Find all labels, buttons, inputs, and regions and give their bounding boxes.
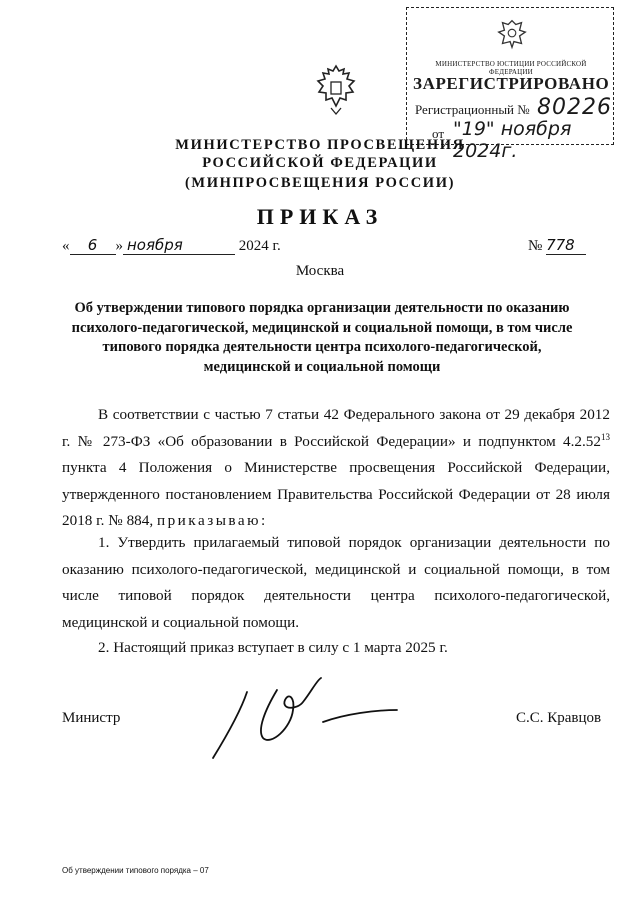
handwritten-signature (205, 670, 405, 770)
order-number (528, 236, 586, 255)
paragraph-item-2: 2. Настоящий приказ вступает в силу с 1 марта 2025 г. (98, 639, 448, 656)
date-quote-open: « (62, 238, 70, 254)
ministry-name-line1: МИНИСТЕРСТВО ПРОСВЕЩЕНИЯ (175, 137, 465, 153)
preamble-superscript: 13 (601, 431, 610, 442)
paragraph-preamble (62, 402, 610, 535)
coat-of-arms-icon (313, 62, 359, 116)
stamp-date-prefix: от (432, 126, 445, 141)
document-type: ПРИКАЗ (256, 204, 384, 229)
preamble-order-word: приказываю: (156, 512, 268, 529)
stamp-ministry: МИНИСТЕРСТВО ЮСТИЦИИ РОССИЙСКОЙ ФЕДЕРАЦИИ (435, 60, 587, 76)
preamble-text-2: пункта 4 Положения о Министерстве просвещения Российской Федерации, утвержденного постановлением Правительства Российской Федерации от 28 июля 2018 г. № 884, (62, 459, 610, 529)
order-month: ноября (123, 236, 235, 255)
stamp-registered: ЗАРЕГИСТРИРОВАНО (413, 74, 610, 93)
date-quote-close: » (115, 238, 123, 254)
order-year: 2024 г. (238, 238, 281, 254)
signer-role: Министр (62, 710, 121, 726)
order-number-label: № (528, 238, 543, 254)
paragraph-item-1: 1. Утвердить прилагаемый типовой порядок организации деятельности по оказанию психолого-педагогической, медицинской и социальной помощи, в том числе типовой порядок деятельности центра психолого-педагогической, медицинской и социальной помощи. (62, 534, 610, 631)
order-number-value: 778 (546, 236, 586, 255)
stamp-date-value: "19" ноября 2024г. (453, 118, 572, 162)
stamp-emblem-icon (493, 14, 531, 54)
stamp-regno-label: Регистрационный № (415, 102, 530, 117)
order-heading: Об утверждении типового порядка организации деятельности по оказанию психолого-педагогической, медицинской и социальной помощи, в том числе типового порядка деятельности центра психолого-педагогической, медицинской и социальной помощи (71, 300, 573, 375)
registration-stamp (406, 7, 614, 162)
footer-note: Об утверждении типового порядка – 07 (62, 866, 209, 875)
city: Москва (295, 263, 345, 279)
order-date (62, 236, 281, 255)
ministry-name-line2: РОССИЙСКОЙ ФЕДЕРАЦИИ (202, 155, 438, 171)
preamble-text-1: В соответствии с частью 7 статьи 42 Федерального закона от 29 декабря 2012 г. № 273-ФЗ «Об образовании в Российской Федерации» и подпунктом 4.2.52 (62, 406, 610, 450)
stamp-regno-value: 80226 (537, 95, 612, 120)
ministry-short-name: (МИНПРОСВЕЩЕНИЯ РОССИИ) (185, 175, 455, 191)
order-day: 6 (70, 236, 116, 255)
signer-name: С.С. Кравцов (516, 710, 602, 726)
